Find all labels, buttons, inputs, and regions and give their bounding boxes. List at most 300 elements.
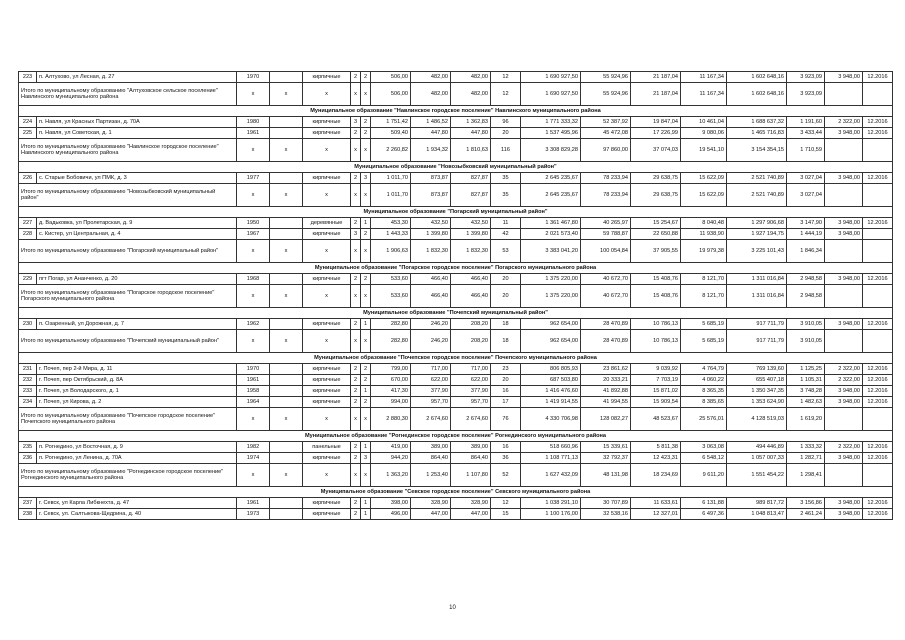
total-cell: 3 383 041,20 bbox=[521, 240, 581, 263]
table-cell: 494 446,89 bbox=[727, 442, 787, 453]
table-cell: 1 537 495,96 bbox=[521, 128, 581, 139]
table-cell: 2 bbox=[351, 218, 361, 229]
table-cell: 20 bbox=[491, 375, 521, 386]
table-cell: 1968 bbox=[237, 274, 270, 285]
table-cell: 225 bbox=[19, 128, 37, 139]
section-header bbox=[19, 106, 893, 117]
table-cell: 328,90 bbox=[451, 498, 491, 509]
total-cell: 1 810,63 bbox=[451, 139, 491, 162]
total-cell: 1 619,20 bbox=[787, 408, 825, 431]
total-cell: x bbox=[351, 330, 361, 353]
table-cell: 12.2016 bbox=[863, 386, 893, 397]
total-cell: 5 685,19 bbox=[681, 330, 727, 353]
total-cell: x bbox=[351, 240, 361, 263]
table-cell bbox=[270, 274, 303, 285]
total-cell: 18 bbox=[491, 330, 521, 353]
table-cell: 3 027,04 bbox=[787, 173, 825, 184]
table-cell: 5 685,19 bbox=[681, 319, 727, 330]
table-row bbox=[19, 274, 893, 285]
table-cell: 2 bbox=[351, 72, 361, 83]
total-cell: 19 541,10 bbox=[681, 139, 727, 162]
table-cell: 12.2016 bbox=[863, 218, 893, 229]
total-cell: x bbox=[237, 408, 270, 431]
section-title: Муниципальное образование "Навлинское городское поселение" Навлинского муниципального района bbox=[19, 106, 893, 117]
table-cell: 994,00 bbox=[371, 397, 411, 408]
table-cell: 1 443,33 bbox=[371, 229, 411, 240]
empty-cell bbox=[863, 464, 893, 487]
table-row bbox=[19, 128, 893, 139]
table-row bbox=[19, 509, 893, 520]
total-cell: x bbox=[303, 285, 351, 308]
table-cell: кирпичные bbox=[303, 274, 351, 285]
table-row bbox=[19, 173, 893, 184]
table-cell: 398,00 bbox=[371, 498, 411, 509]
total-cell: x bbox=[237, 464, 270, 487]
table-cell: 20 333,21 bbox=[581, 375, 631, 386]
address-cell: п. Рогнедино, ул Ленина, д. 70А bbox=[37, 453, 237, 464]
total-cell: x bbox=[303, 464, 351, 487]
total-cell: x bbox=[361, 184, 371, 207]
section-title: Муниципальное образование "Почепское городское поселение" Почепского муниципального района bbox=[19, 353, 893, 364]
table-row bbox=[19, 218, 893, 229]
total-row bbox=[19, 285, 893, 308]
total-cell: x bbox=[351, 408, 361, 431]
total-cell: 28 470,89 bbox=[581, 330, 631, 353]
total-cell: x bbox=[270, 139, 303, 162]
table-cell bbox=[270, 72, 303, 83]
table-cell: 233 bbox=[19, 386, 37, 397]
housing-table bbox=[18, 71, 893, 520]
table-cell: 687 503,80 bbox=[521, 375, 581, 386]
total-cell: x bbox=[270, 408, 303, 431]
table-cell: 2 bbox=[351, 397, 361, 408]
table-cell: 389,00 bbox=[451, 442, 491, 453]
table-cell: 622,00 bbox=[451, 375, 491, 386]
total-row bbox=[19, 139, 893, 162]
table-cell: 11 167,34 bbox=[681, 72, 727, 83]
table-cell: 16 bbox=[491, 386, 521, 397]
total-cell: 1 551 454,22 bbox=[727, 464, 787, 487]
total-cell: 19 979,38 bbox=[681, 240, 727, 263]
total-row bbox=[19, 408, 893, 431]
table-cell: 234 bbox=[19, 397, 37, 408]
address-cell: п. Навля, ул Красных Партизан, д. 70А bbox=[37, 117, 237, 128]
table-cell: 2 bbox=[351, 453, 361, 464]
table-cell: 12.2016 bbox=[863, 375, 893, 386]
table-cell: 3 948,00 bbox=[825, 274, 863, 285]
table-cell: 2 bbox=[351, 364, 361, 375]
total-cell: x bbox=[270, 330, 303, 353]
table-cell: 1 311 016,84 bbox=[727, 274, 787, 285]
table-cell: 8 365,35 bbox=[681, 386, 727, 397]
table-cell: 328,90 bbox=[411, 498, 451, 509]
table-cell: кирпичные bbox=[303, 453, 351, 464]
table-cell: 15 408,76 bbox=[631, 274, 681, 285]
table-cell: 1961 bbox=[237, 498, 270, 509]
table-cell: 223 bbox=[19, 72, 37, 83]
table-cell: 496,00 bbox=[371, 509, 411, 520]
total-label: Итого по муниципальному образованию "Погарское городское поселение" Погарского муниципального района bbox=[19, 285, 237, 308]
table-cell: 1 690 927,50 bbox=[521, 72, 581, 83]
table-cell bbox=[270, 509, 303, 520]
table-cell: 15 909,54 bbox=[631, 397, 681, 408]
section-title: Муниципальное образование "Погарское городское поселение" Погарского муниципального района bbox=[19, 263, 893, 274]
total-cell: 48 523,67 bbox=[631, 408, 681, 431]
total-cell: 25 576,01 bbox=[681, 408, 727, 431]
table-cell: 12.2016 bbox=[863, 453, 893, 464]
table-cell: 3 948,00 bbox=[825, 128, 863, 139]
table-cell: 10 786,13 bbox=[631, 319, 681, 330]
table-cell: 1958 bbox=[237, 386, 270, 397]
table-cell: 7 703,19 bbox=[631, 375, 681, 386]
total-cell: 2 674,60 bbox=[451, 408, 491, 431]
section-header bbox=[19, 162, 893, 173]
total-cell: 3 308 829,28 bbox=[521, 139, 581, 162]
total-cell: 37 074,03 bbox=[631, 139, 681, 162]
table-cell: 12 bbox=[491, 72, 521, 83]
total-label: Итого по муниципальному образованию "Почепский муниципальный район" bbox=[19, 330, 237, 353]
total-cell: 3 154 354,15 bbox=[727, 139, 787, 162]
table-cell: 447,80 bbox=[451, 128, 491, 139]
total-cell: 11 167,34 bbox=[681, 83, 727, 106]
table-cell: 989 817,72 bbox=[727, 498, 787, 509]
table-row bbox=[19, 364, 893, 375]
table-cell: 957,70 bbox=[451, 397, 491, 408]
table-cell: кирпичные bbox=[303, 72, 351, 83]
address-cell: д. Вадьковка, ул Пролетарская, д. 9 bbox=[37, 218, 237, 229]
table-cell: 32 538,16 bbox=[581, 509, 631, 520]
table-cell: 3 156,86 bbox=[787, 498, 825, 509]
table-cell: 4 764,79 bbox=[681, 364, 727, 375]
table-cell: 655 407,18 bbox=[727, 375, 787, 386]
table-cell: 1 419 914,55 bbox=[521, 397, 581, 408]
table-cell: 5 811,38 bbox=[631, 442, 681, 453]
table-cell: 447,00 bbox=[451, 509, 491, 520]
address-cell: г. Почеп, пер 2-й Мира, д. 11 bbox=[37, 364, 237, 375]
table-cell: 3 948,00 bbox=[825, 173, 863, 184]
table-cell: 1 444,19 bbox=[787, 229, 825, 240]
table-cell: 282,80 bbox=[371, 319, 411, 330]
table-cell: 246,20 bbox=[411, 319, 451, 330]
total-cell: 466,40 bbox=[411, 285, 451, 308]
table-cell bbox=[270, 397, 303, 408]
total-cell: 35 bbox=[491, 184, 521, 207]
total-cell: 2 260,82 bbox=[371, 139, 411, 162]
table-cell: 40 265,97 bbox=[581, 218, 631, 229]
table-cell: 12.2016 bbox=[863, 364, 893, 375]
table-cell: 12.2016 bbox=[863, 72, 893, 83]
table-cell: 8 121,70 bbox=[681, 274, 727, 285]
table-cell: 3 063,08 bbox=[681, 442, 727, 453]
table-cell: 52 387,92 bbox=[581, 117, 631, 128]
total-cell: 482,00 bbox=[411, 83, 451, 106]
table-cell: кирпичные bbox=[303, 509, 351, 520]
table-cell: 12.2016 bbox=[863, 274, 893, 285]
address-cell: г. Почеп, ул Кирова, д. 2 bbox=[37, 397, 237, 408]
table-cell: 1 361 467,80 bbox=[521, 218, 581, 229]
total-cell: x bbox=[237, 240, 270, 263]
table-cell: 2 bbox=[361, 364, 371, 375]
table-row bbox=[19, 117, 893, 128]
table-cell bbox=[270, 229, 303, 240]
table-cell: 2 bbox=[351, 128, 361, 139]
table-cell: 12.2016 bbox=[863, 319, 893, 330]
total-cell: 1 832,30 bbox=[411, 240, 451, 263]
address-cell: п. Навля, ул Советская, д. 1 bbox=[37, 128, 237, 139]
table-cell: 3 948,00 bbox=[825, 509, 863, 520]
table-cell: 1961 bbox=[237, 128, 270, 139]
total-cell: 1 602 648,16 bbox=[727, 83, 787, 106]
table-cell: 6 548,12 bbox=[681, 453, 727, 464]
total-cell: x bbox=[351, 285, 361, 308]
table-cell: 55 924,96 bbox=[581, 72, 631, 83]
table-cell: 2 021 573,40 bbox=[521, 229, 581, 240]
table-cell: 917 711,79 bbox=[727, 319, 787, 330]
table-cell: 3 948,00 bbox=[825, 397, 863, 408]
table-cell: 3 948,00 bbox=[825, 218, 863, 229]
table-cell: 12 bbox=[491, 498, 521, 509]
table-cell: 389,00 bbox=[411, 442, 451, 453]
total-cell: 18 234,69 bbox=[631, 464, 681, 487]
table-cell: 3 bbox=[361, 173, 371, 184]
table-cell bbox=[863, 229, 893, 240]
empty-cell bbox=[863, 408, 893, 431]
total-cell: 78 233,94 bbox=[581, 184, 631, 207]
total-cell: x bbox=[361, 285, 371, 308]
table-cell: 2 bbox=[361, 397, 371, 408]
empty-cell bbox=[863, 83, 893, 106]
table-cell: 29 638,75 bbox=[631, 173, 681, 184]
total-cell: x bbox=[270, 464, 303, 487]
total-cell: 12 bbox=[491, 83, 521, 106]
table-cell: 1 350 347,35 bbox=[727, 386, 787, 397]
address-cell: п. Рогнедино, ул Восточная, д. 9 bbox=[37, 442, 237, 453]
total-cell: x bbox=[303, 184, 351, 207]
total-cell: 1 846,34 bbox=[787, 240, 825, 263]
table-cell: 228 bbox=[19, 229, 37, 240]
section-title: Муниципальное образование "Рогнединское городское поселение" Рогнединского муниципального района bbox=[19, 431, 893, 442]
table-cell: 12.2016 bbox=[863, 397, 893, 408]
table-cell bbox=[270, 375, 303, 386]
table-cell: 6 497,36 bbox=[681, 509, 727, 520]
table-cell bbox=[270, 442, 303, 453]
total-cell: 3 910,05 bbox=[787, 330, 825, 353]
table-cell: 28 470,89 bbox=[581, 319, 631, 330]
table-cell: 208,20 bbox=[451, 319, 491, 330]
table-cell: 2 bbox=[351, 319, 361, 330]
table-cell bbox=[270, 498, 303, 509]
table-cell: 1962 bbox=[237, 319, 270, 330]
table-cell: кирпичные bbox=[303, 364, 351, 375]
table-cell: 1 465 716,83 bbox=[727, 128, 787, 139]
table-cell: 20 bbox=[491, 274, 521, 285]
table-cell: 2 bbox=[351, 442, 361, 453]
empty-cell bbox=[825, 240, 863, 263]
total-cell: x bbox=[237, 83, 270, 106]
table-cell: 1 105,31 bbox=[787, 375, 825, 386]
table-cell: 15 339,61 bbox=[581, 442, 631, 453]
total-cell: x bbox=[270, 83, 303, 106]
table-row bbox=[19, 397, 893, 408]
table-cell: кирпичные bbox=[303, 173, 351, 184]
total-cell: 1 107,80 bbox=[451, 464, 491, 487]
total-row bbox=[19, 83, 893, 106]
table-row bbox=[19, 319, 893, 330]
total-label: Итого по муниципальному образованию "Алтуховское сельское поселение" Навлинского муниципального района bbox=[19, 83, 237, 106]
section-header bbox=[19, 207, 893, 218]
total-cell: 466,40 bbox=[451, 285, 491, 308]
table-row bbox=[19, 229, 893, 240]
total-cell: x bbox=[237, 139, 270, 162]
table-cell: 12.2016 bbox=[863, 509, 893, 520]
total-cell: 873,87 bbox=[411, 184, 451, 207]
table-cell: 11 633,61 bbox=[631, 498, 681, 509]
table-cell: 799,00 bbox=[371, 364, 411, 375]
table-row bbox=[19, 375, 893, 386]
total-cell: 917 711,79 bbox=[727, 330, 787, 353]
table-cell: 1 399,80 bbox=[451, 229, 491, 240]
table-cell bbox=[270, 218, 303, 229]
address-cell: г. Почеп, пер Октябрьский, д. 8А bbox=[37, 375, 237, 386]
total-cell: 1 832,30 bbox=[451, 240, 491, 263]
table-cell: 1950 bbox=[237, 218, 270, 229]
section-header bbox=[19, 263, 893, 274]
total-cell: x bbox=[270, 184, 303, 207]
total-row bbox=[19, 240, 893, 263]
table-cell: кирпичные bbox=[303, 229, 351, 240]
address-cell: с. Старые Бобовичи, ул ПМК, д. 3 bbox=[37, 173, 237, 184]
table-cell: 447,00 bbox=[411, 509, 451, 520]
section-title: Муниципальное образование "Почепский муниципальный район" bbox=[19, 308, 893, 319]
table-cell: 1 751,42 bbox=[371, 117, 411, 128]
empty-cell bbox=[825, 83, 863, 106]
table-row bbox=[19, 453, 893, 464]
table-cell: 1 927 194,75 bbox=[727, 229, 787, 240]
table-cell: 3 948,00 bbox=[825, 72, 863, 83]
total-cell: x bbox=[270, 285, 303, 308]
total-cell: 1 375 220,00 bbox=[521, 285, 581, 308]
total-cell: x bbox=[361, 139, 371, 162]
total-label: Итого по муниципальному образованию "Почепское городское поселение" Почепского муниципального района bbox=[19, 408, 237, 431]
empty-cell bbox=[825, 408, 863, 431]
total-cell: 1 298,41 bbox=[787, 464, 825, 487]
table-cell: 4 060,22 bbox=[681, 375, 727, 386]
total-cell: 8 121,70 bbox=[681, 285, 727, 308]
table-cell: 1 375 220,00 bbox=[521, 274, 581, 285]
table-cell: 9 039,92 bbox=[631, 364, 681, 375]
table-cell: 19 847,04 bbox=[631, 117, 681, 128]
table-cell: 3 433,44 bbox=[787, 128, 825, 139]
table-cell: 1 191,60 bbox=[787, 117, 825, 128]
total-cell: x bbox=[270, 240, 303, 263]
table-cell: 12.2016 bbox=[863, 128, 893, 139]
table-cell: 1961 bbox=[237, 375, 270, 386]
table-cell: 1 333,32 bbox=[787, 442, 825, 453]
table-cell: 769 139,60 bbox=[727, 364, 787, 375]
table-cell: 1980 bbox=[237, 117, 270, 128]
table-cell: 2 322,00 bbox=[825, 375, 863, 386]
table-cell: 1967 bbox=[237, 229, 270, 240]
table-cell: кирпичные bbox=[303, 397, 351, 408]
table-cell: 670,00 bbox=[371, 375, 411, 386]
total-cell: 208,20 bbox=[451, 330, 491, 353]
table-cell: 2 bbox=[351, 509, 361, 520]
total-cell: 9 611,20 bbox=[681, 464, 727, 487]
table-cell: 45 472,08 bbox=[581, 128, 631, 139]
table-cell: 2 bbox=[351, 386, 361, 397]
total-cell: x bbox=[237, 285, 270, 308]
total-cell: 246,20 bbox=[411, 330, 451, 353]
table-cell: 1 688 637,32 bbox=[727, 117, 787, 128]
table-cell: 232 bbox=[19, 375, 37, 386]
table-cell: кирпичные bbox=[303, 117, 351, 128]
total-cell: 2 521 740,89 bbox=[727, 184, 787, 207]
total-cell: 76 bbox=[491, 408, 521, 431]
table-cell: 1977 bbox=[237, 173, 270, 184]
table-cell: 419,00 bbox=[371, 442, 411, 453]
address-cell: г. Почеп, ул Володарского, д. 1 bbox=[37, 386, 237, 397]
table-cell: 8 040,48 bbox=[681, 218, 727, 229]
table-cell: 12 423,31 bbox=[631, 453, 681, 464]
table-cell: 1 011,70 bbox=[371, 173, 411, 184]
table-cell: 1 048 813,47 bbox=[727, 509, 787, 520]
table-cell: 466,40 bbox=[451, 274, 491, 285]
table-cell: 1 282,71 bbox=[787, 453, 825, 464]
table-cell: 23 861,62 bbox=[581, 364, 631, 375]
table-cell: 6 131,88 bbox=[681, 498, 727, 509]
table-cell: 2 645 235,67 bbox=[521, 173, 581, 184]
table-cell: 432,50 bbox=[451, 218, 491, 229]
table-cell: 2 bbox=[351, 498, 361, 509]
table-cell: 533,60 bbox=[371, 274, 411, 285]
total-cell: 48 131,98 bbox=[581, 464, 631, 487]
table-cell: 717,00 bbox=[411, 364, 451, 375]
table-cell: 873,87 bbox=[411, 173, 451, 184]
table-cell: 10 461,04 bbox=[681, 117, 727, 128]
table-cell: 42 bbox=[491, 229, 521, 240]
table-cell: 32 792,37 bbox=[581, 453, 631, 464]
table-cell: 806 805,93 bbox=[521, 364, 581, 375]
table-cell: 30 707,89 bbox=[581, 498, 631, 509]
total-cell: 506,00 bbox=[371, 83, 411, 106]
total-cell: 53 bbox=[491, 240, 521, 263]
table-cell: 1974 bbox=[237, 453, 270, 464]
total-cell: 827,87 bbox=[451, 184, 491, 207]
total-cell: 29 638,75 bbox=[631, 184, 681, 207]
table-cell: 12.2016 bbox=[863, 442, 893, 453]
table-cell: 1 482,63 bbox=[787, 397, 825, 408]
table-cell: 36 bbox=[491, 453, 521, 464]
table-cell: 3 923,09 bbox=[787, 72, 825, 83]
total-cell: x bbox=[303, 408, 351, 431]
table-cell: 1 100 176,00 bbox=[521, 509, 581, 520]
table-cell: 377,90 bbox=[411, 386, 451, 397]
empty-cell bbox=[863, 139, 893, 162]
table-cell: 1 297 906,68 bbox=[727, 218, 787, 229]
total-cell: 2 645 235,67 bbox=[521, 184, 581, 207]
table-cell: 1 771 333,32 bbox=[521, 117, 581, 128]
page-number: 10 bbox=[449, 605, 456, 611]
section-title: Муниципальное образование "Погарский муниципальный район" bbox=[19, 207, 893, 218]
table-cell: 18 bbox=[491, 319, 521, 330]
address-cell: г. Севск, ул. Салтыкова-Щедрина, д. 40 bbox=[37, 509, 237, 520]
table-cell: 15 622,09 bbox=[681, 173, 727, 184]
table-cell: 1 bbox=[361, 319, 371, 330]
table-cell: 3 948,00 bbox=[825, 453, 863, 464]
total-cell: 15 408,76 bbox=[631, 285, 681, 308]
table-cell: 226 bbox=[19, 173, 37, 184]
empty-cell bbox=[825, 464, 863, 487]
